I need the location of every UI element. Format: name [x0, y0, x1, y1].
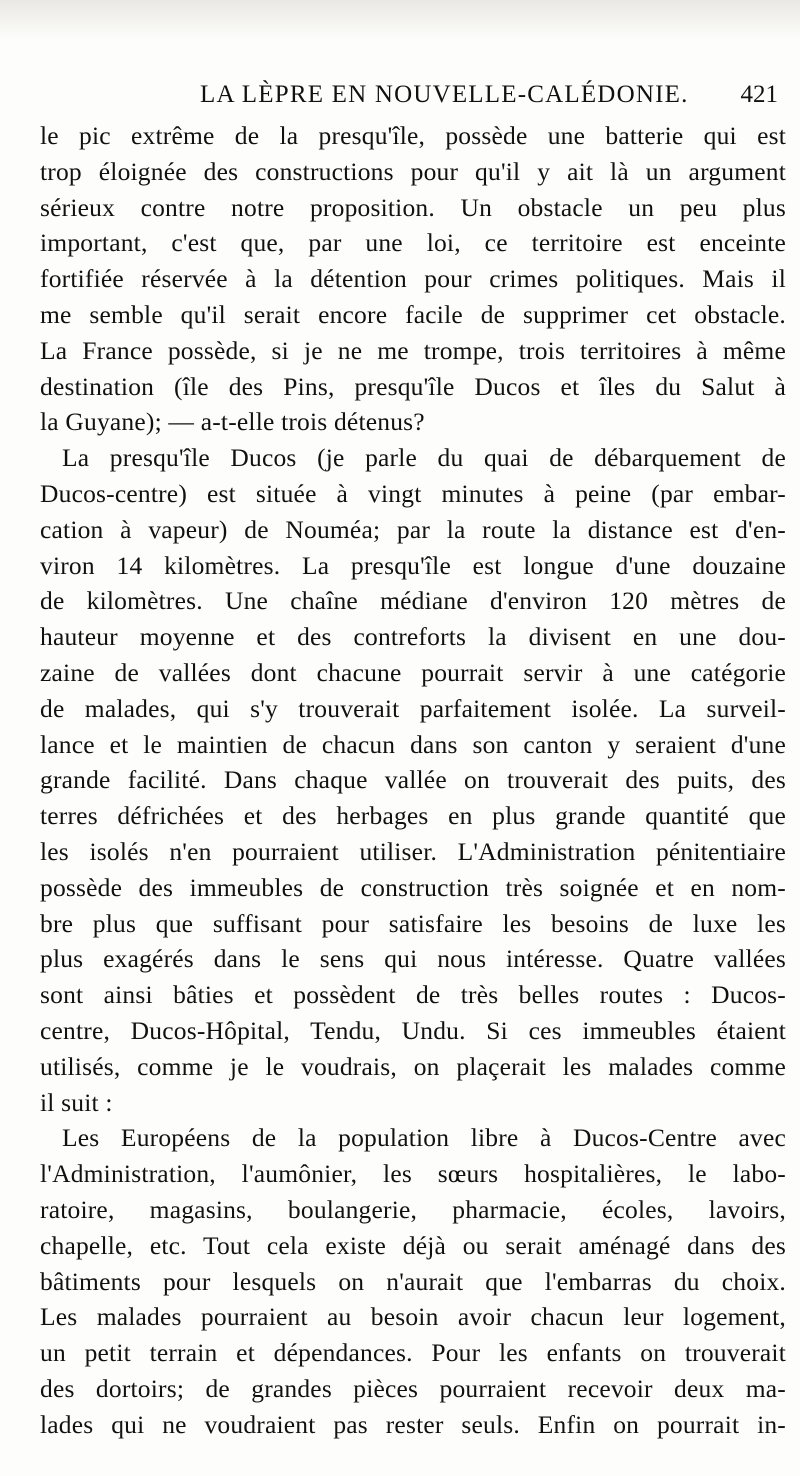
text-line: bâtiments pour lesquels on n'aurait que l'embarras du choix.	[40, 1266, 786, 1296]
text-line: destination (île des Pins, presqu'île Ducos et îles du Salut à	[40, 371, 786, 401]
text-line: La presqu'île Ducos (je parle du quai de débarquement de	[62, 443, 786, 473]
text-line: utilisés, comme je le voudrais, on plaçerait les malades comme	[40, 1051, 786, 1081]
text-line: fortifiée réservée à la détention pour crimes politiques. Mais il	[40, 264, 786, 294]
text-line: terres défrichées et des herbages en plus grande quantité que	[40, 801, 786, 831]
running-title: LA LÈPRE EN NOUVELLE-CALÉDONIE.	[200, 81, 689, 108]
text-line: La France possède, si je ne me trompe, trois territoires à même	[40, 335, 786, 365]
text-line: trop éloignée des constructions pour qu'il y ait là un argument	[40, 156, 786, 186]
text-line: les isolés n'en pourraient utiliser. L'Administration pénitentiaire	[40, 836, 786, 866]
text-line: sont ainsi bâties et possèdent de très belles routes : Ducos-	[40, 980, 786, 1010]
text-line: il suit :	[40, 1087, 113, 1117]
text-line: lades qui ne voudraient pas rester seuls. Enfin on pourrait in-	[40, 1409, 786, 1439]
text-line: l'Administration, l'aumônier, les sœurs hospitalières, le labo-	[40, 1159, 786, 1189]
text-line: des dortoirs; de grandes pièces pourraient recevoir deux ma-	[40, 1373, 786, 1403]
text-line: un petit terrain et dépendances. Pour les enfants on trouverait	[40, 1338, 786, 1368]
text-line: chapelle, etc. Tout cela existe déjà ou serait aménagé dans des	[40, 1230, 786, 1260]
text-line: de malades, qui s'y trouverait parfaitement isolée. La surveil-	[40, 693, 786, 723]
text-line: bre plus que suffisant pour satisfaire les besoins de luxe les	[40, 908, 786, 938]
text-line: grande facilité. Dans chaque vallée on trouverait des puits, des	[40, 765, 786, 795]
page-edge-shadow	[0, 0, 800, 40]
text-line: centre, Ducos-Hôpital, Tendu, Undu. Si ces immeubles étaient	[40, 1015, 786, 1045]
text-line: me semble qu'il serait encore facile de supprimer cet obstacle.	[40, 299, 786, 329]
text-line: viron 14 kilomètres. La presqu'île est longue d'une douzaine	[40, 550, 786, 580]
text-line: possède des immeubles de construction très soignée et en nom-	[40, 872, 786, 902]
text-line: zaine de vallées dont chacune pourrait servir à une catégorie	[40, 657, 786, 687]
text-line: important, c'est que, par une loi, ce territoire est enceinte	[40, 228, 786, 258]
page-number: 421	[740, 81, 778, 108]
text-line: sérieux contre notre proposition. Un obstacle un peu plus	[40, 192, 786, 222]
body-text	[40, 118, 786, 1442]
text-line: Les malades pourraient au besoin avoir chacun leur logement,	[40, 1302, 786, 1332]
text-line: le pic extrême de la presqu'île, possède une batterie qui est	[40, 121, 786, 150]
text-line: de kilomètres. Une chaîne médiane d'environ 120 mètres de	[40, 586, 786, 616]
text-line: Ducos-centre) est située à vingt minutes à peine (par embar-	[40, 478, 786, 508]
text-line: cation à vapeur) de Nouméa; par la route la distance est d'en-	[40, 514, 786, 544]
text-line: plus exagérés dans le sens qui nous intéresse. Quatre vallées	[40, 944, 786, 974]
text-line: hauteur moyenne et des contreforts la divisent en une dou-	[40, 622, 786, 652]
text-line: Les Européens de la population libre à Ducos-Centre avec	[62, 1123, 786, 1153]
text-line: ratoire, magasins, boulangerie, pharmacie, écoles, lavoirs,	[40, 1194, 786, 1224]
text-line: la Guyane); — a-t-elle trois détenus?	[40, 407, 425, 437]
text-line: lance et le maintien de chacun dans son canton y seraient d'une	[40, 729, 786, 759]
